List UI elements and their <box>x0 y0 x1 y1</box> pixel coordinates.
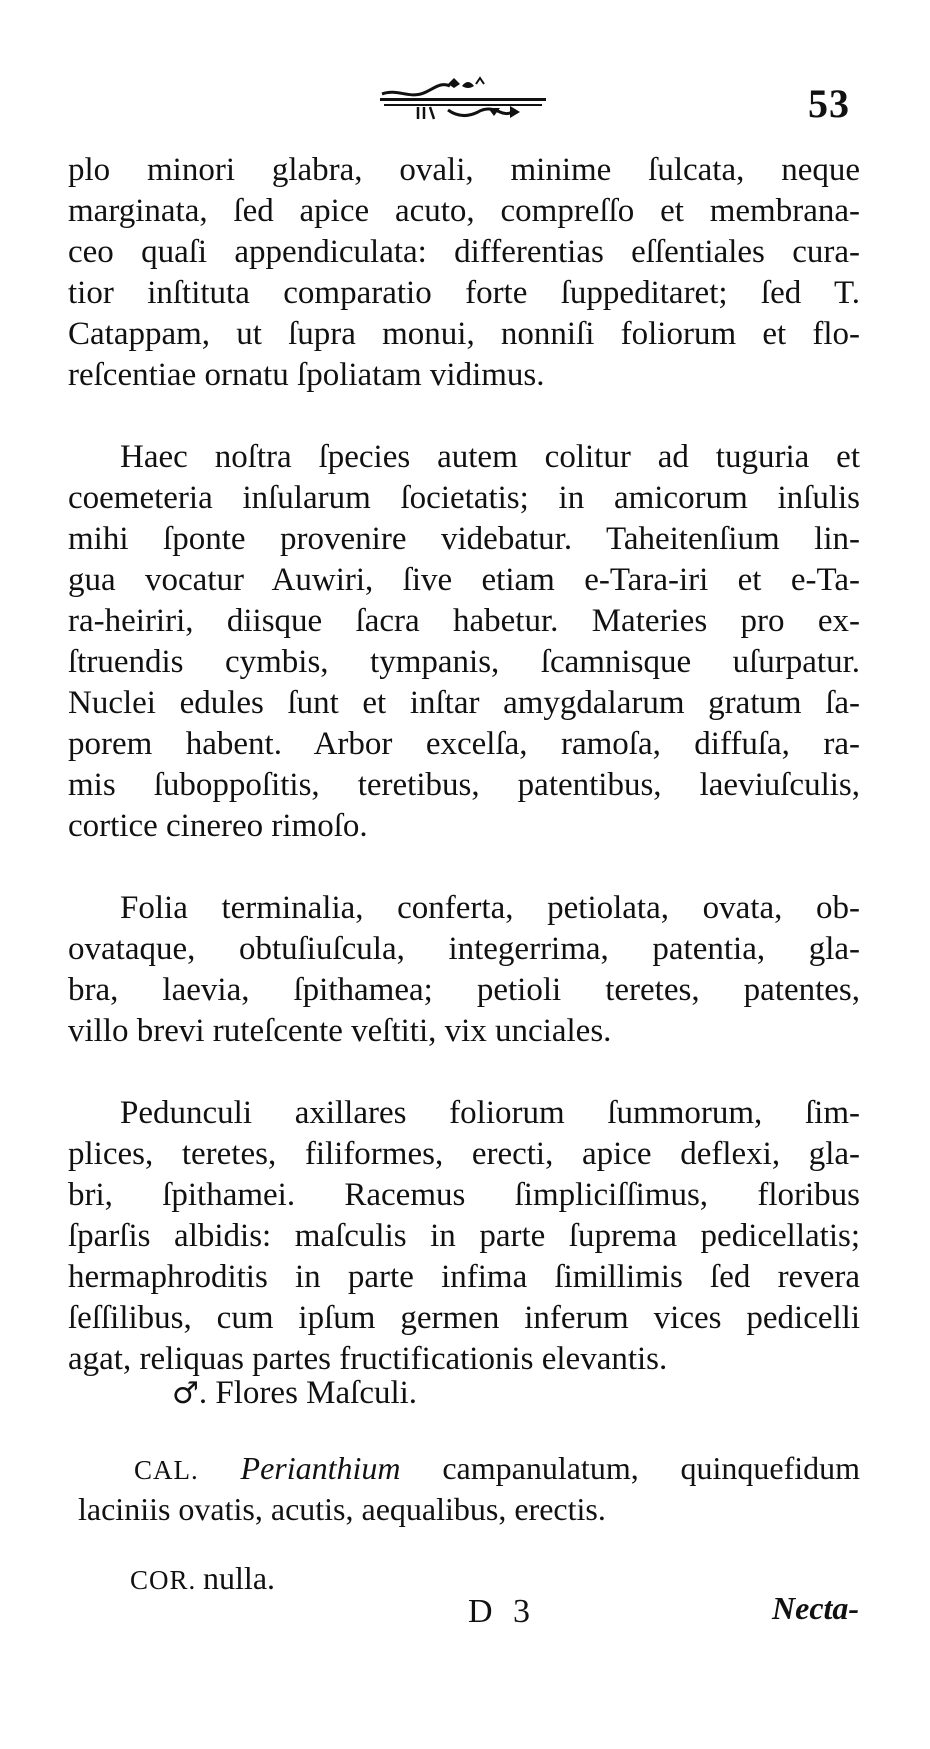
text-line: laciniis ovatis, acutis, aequalibus, erectis. <box>78 1491 606 1527</box>
text-line: reſcentiae ornatu ſpoliatam vidimus. <box>68 357 545 393</box>
cal-label: CAL. <box>134 1455 199 1485</box>
corolla-description <box>130 1560 275 1597</box>
text-line: bri, ſpithamei. Racemus ſimpliciſſimus, floribus <box>68 1177 860 1213</box>
paragraph <box>68 1093 860 1380</box>
text-line: Pedunculi axillares foliorum ſummorum, ſim- <box>120 1095 860 1131</box>
text-line <box>78 1448 860 1489</box>
text-line: Folia terminalia, conferta, petiolata, ovata, ob- <box>120 890 860 926</box>
text-line: porem habent. Arbor excelſa, ramoſa, diffuſa, ra- <box>68 726 860 762</box>
paragraph <box>68 150 860 396</box>
text-line: ovataque, obtuſiuſcula, integerrima, patentia, gla- <box>68 931 860 967</box>
text-line: mis ſuboppoſitis, teretibus, patentibus, laeviuſculis, <box>68 767 860 803</box>
text-line: ſtruendis cymbis, tympanis, ſcamnisque uſurpatur. <box>68 644 860 680</box>
text-line: bra, laevia, ſpithamea; petioli teretes, patentes, <box>68 972 860 1008</box>
text-line: ra-heiriri, diisque ſacra habetur. Materies pro ex- <box>68 603 860 639</box>
text-line: ſparſis albidis: maſculis in parte ſuprema pedicellatis; <box>68 1218 860 1254</box>
text-line: plices, teretes, filiformes, erecti, apice deflexi, gla- <box>68 1136 860 1172</box>
text-line: gua vocatur Auwiri, ſive etiam e-Tara-iri et e-Ta- <box>68 562 860 598</box>
printer-ornament-icon <box>378 74 548 122</box>
paragraph <box>68 437 860 847</box>
cal-term: Perianthium <box>240 1450 401 1486</box>
text-line: agat, reliquas partes fructificationis elevantis. <box>68 1341 668 1377</box>
male-symbol-icon: ♂ <box>172 1376 199 1411</box>
text-line: coemeteria inſularum ſocietatis; in amicorum inſulis <box>68 480 860 516</box>
cal-text: campanulatum, quinquefidum <box>442 1450 861 1486</box>
text-line: villo brevi ruteſcente veſtiti, vix unciales. <box>68 1013 612 1049</box>
text-line: ſeſſilibus, cum ipſum germen inferum vices pedicelli <box>68 1300 860 1336</box>
text-line: Nuclei edules ſunt et inſtar amygdalarum gratum ſa- <box>68 685 860 721</box>
heading-text: . Flores Maſculi. <box>198 1375 418 1411</box>
catchword: Necta- <box>772 1590 860 1626</box>
cor-label: COR. <box>130 1565 197 1595</box>
calyx-description <box>78 1448 860 1530</box>
page-number: 53 <box>808 81 850 126</box>
body-text <box>68 150 860 1380</box>
text-line: mihi ſponte provenire videbatur. Taheitenſium lin- <box>68 521 860 557</box>
cor-text: nulla. <box>203 1560 276 1596</box>
text-line: hermaphroditis in parte infima ſimillimis ſed revera <box>68 1259 860 1295</box>
text-line: marginata, ſed apice acuto, compreſſo et membrana- <box>68 193 860 229</box>
signature-mark: D 3 <box>468 1593 537 1630</box>
text-line: tior inſtituta comparatio forte ſuppeditaret; ſed T. <box>68 275 860 311</box>
text-line: Catappam, ut ſupra monui, nonniſi foliorum et flo- <box>68 316 860 352</box>
text-line: Haec noſtra ſpecies autem colitur ad tuguria et <box>120 439 860 475</box>
text-line: cortice cinereo rimoſo. <box>68 808 368 844</box>
text-line: ceo quaſi appendiculata: differentias eſſentiales cura- <box>68 234 860 270</box>
text-line: plo minori glabra, ovali, minime ſulcata, neque <box>68 152 860 188</box>
section-heading <box>172 1375 417 1412</box>
paragraph <box>68 888 860 1052</box>
